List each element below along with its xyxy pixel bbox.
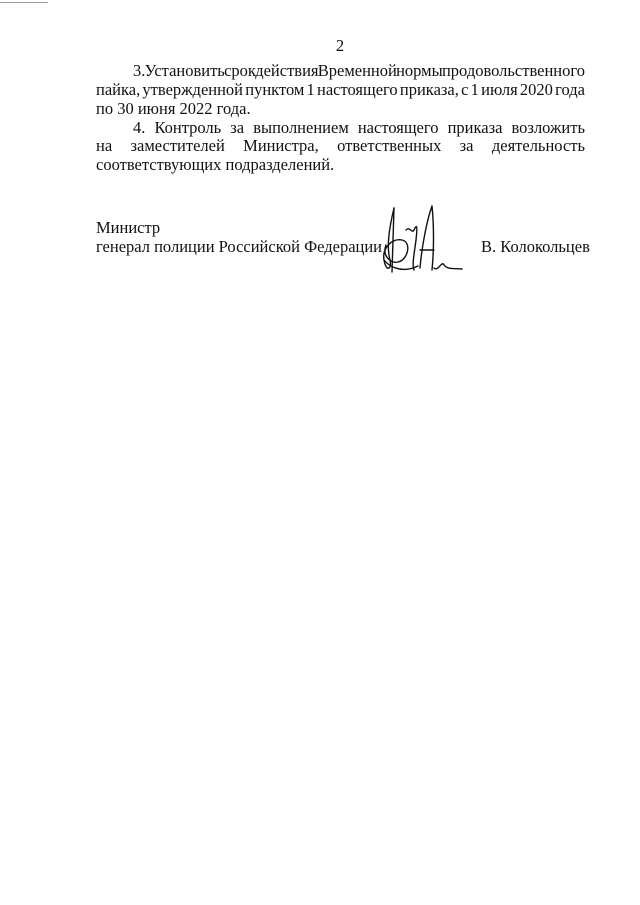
paragraph-3-line-1: 3. Установить срок действия Временной нормы продовольственного	[133, 61, 585, 80]
handwritten-signature	[372, 200, 472, 280]
page-number: 2	[335, 36, 345, 55]
paragraph-3-line-2: пайка, утвержденной пунктом 1 настоящего приказа, с 1 июля 2020 года	[96, 80, 585, 99]
scan-edge-line	[0, 2, 48, 3]
paragraph-3-line-3: по 30 июня 2022 года.	[96, 99, 251, 118]
paragraph-4-line-2: на заместителей Министра, ответственных за деятельность	[96, 136, 585, 155]
paragraph-4-line-1: 4. Контроль за выполнением настоящего приказа возложить	[133, 118, 585, 137]
paragraph-4-line-3: соответствующих подразделений.	[96, 155, 335, 174]
signatory-title	[96, 218, 382, 256]
signatory-title-line-2: генерал полиции Российской Федерации	[96, 237, 383, 256]
signatory-name: В. Колокольцев	[481, 237, 590, 256]
signatory-title-line-1: Министр	[96, 218, 161, 237]
